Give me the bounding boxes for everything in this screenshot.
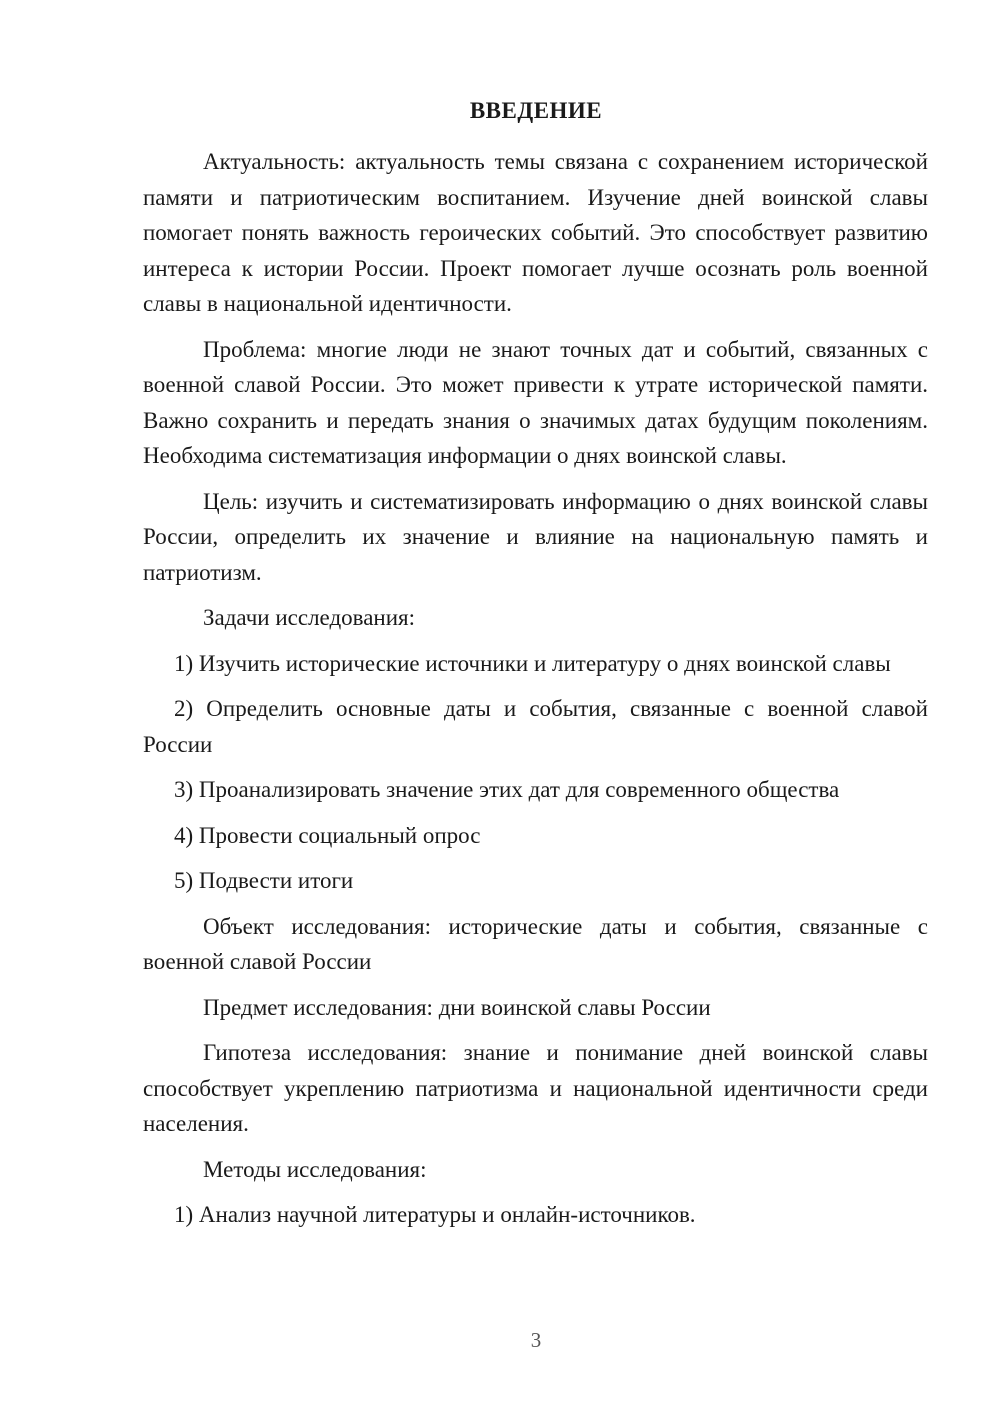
task-item-4: 4) Провести социальный опрос — [174, 822, 481, 848]
paragraph-object: Объект исследования: исторические даты и события, связанные с военной славой России — [143, 913, 928, 974]
paragraph-problem: Проблема: многие люди не знают точных дат и событий, связанных с военной славой России. Это может привести к утрате исторической памяти. Важно сохранить и передать знания о значимых датах будущим поколениям. Необходима систематизация информации о днях воинской славы. — [143, 336, 928, 468]
paragraph-tasks-heading: Задачи исследования: — [203, 605, 416, 630]
task-item-2: 2) Определить основные даты и события, связанные с военной славой России — [143, 696, 928, 757]
paragraph-subject: Предмет исследования: дни воинской славы России — [203, 994, 711, 1020]
method-item-1: 1) Анализ научной литературы и онлайн-источников. — [174, 1202, 696, 1227]
task-item-3: 3) Проанализировать значение этих дат для современного общества — [174, 777, 840, 802]
page-title: ВВЕДЕНИЕ — [469, 98, 603, 123]
document-body — [143, 144, 928, 1243]
paragraph-relevance: Актуальность: актуальность темы связана с сохранением исторической памяти и патриотическим воспитанием. Изучение дней воинской славы помогает понять важность героических событий. Это способствует развитию интереса к истории России. Проект помогает лучше осознать роль военной славы в национальной идентичности. — [143, 149, 928, 316]
paragraph-hypothesis: Гипотеза исследования: знание и понимание дней воинской славы способствует укреплению патриотизма и национальной идентичности среди населения. — [143, 1040, 928, 1136]
task-item-5: 5) Подвести итоги — [174, 868, 354, 893]
paragraph-methods-heading: Методы исследования: — [203, 1156, 427, 1182]
page-number: 3 — [530, 1328, 542, 1352]
paragraph-goal: Цель: изучить и систематизировать информацию о днях воинской славы России, определить их значение и влияние на национальную память и патриотизм. — [143, 488, 928, 585]
task-item-1: 1) Изучить исторические источники и литературу о днях воинской славы — [174, 650, 891, 676]
